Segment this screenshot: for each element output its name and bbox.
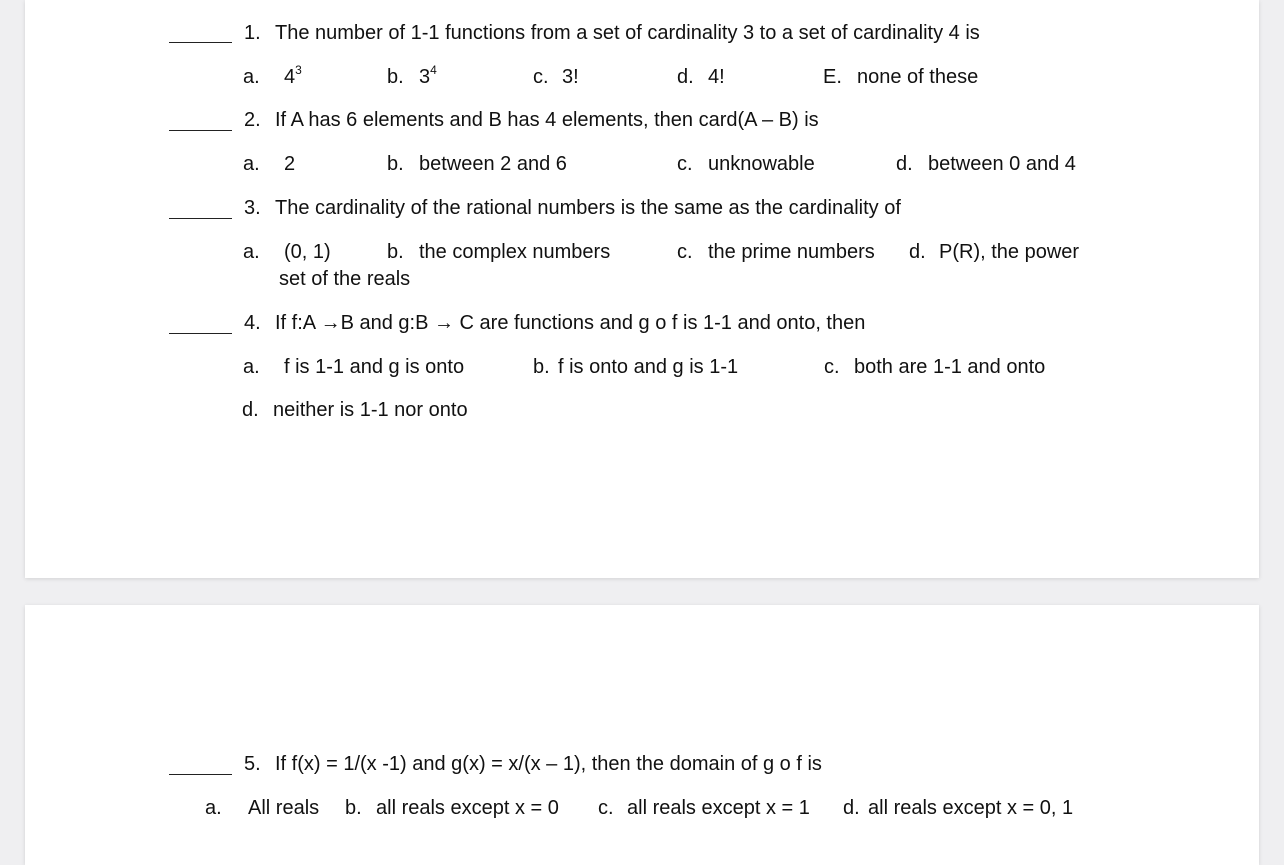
question-number-3: 3. bbox=[244, 197, 261, 219]
q2-option-c-label: c. bbox=[677, 153, 693, 175]
q1-option-c-text: 3! bbox=[562, 66, 579, 88]
q3-option-b-label: b. bbox=[387, 241, 404, 263]
q1-option-a-text: $4^3$ bbox=[284, 63, 302, 88]
q5-option-c-text: all reals except x = 1 bbox=[627, 797, 810, 819]
question-stem-2: If A has 6 elements and B has 4 elements, then card(A – B) is bbox=[275, 109, 819, 131]
question-stem-1: The number of 1-1 functions from a set of cardinality 3 to a set of cardinality 4 is bbox=[275, 22, 980, 44]
q3-option-a-text: (0, 1) bbox=[284, 241, 331, 263]
q4-option-d-text: neither is 1-1 nor onto bbox=[273, 399, 468, 421]
q2-option-a-text: 2 bbox=[284, 153, 296, 175]
question-stem-3: The cardinality of the rational numbers is the same as the cardinality of bbox=[275, 197, 901, 219]
q3-option-b-text: the complex numbers bbox=[419, 241, 611, 263]
answer-blank-q3[interactable] bbox=[169, 218, 232, 219]
question-number-5: 5. bbox=[244, 753, 261, 775]
q4-option-a-label: a. bbox=[243, 356, 260, 378]
q1-option-c-label: c. bbox=[533, 66, 549, 88]
q5-option-a-label: a. bbox=[205, 797, 222, 819]
q2-option-b-text: between 2 and 6 bbox=[419, 153, 567, 175]
question-stem-5: If f(x) = 1/(x -1) and g(x) = x/(x – 1), then the domain of g o f is bbox=[275, 753, 822, 775]
q4-option-d-label: d. bbox=[242, 399, 259, 421]
q1-option-b-text: $3^4$ bbox=[419, 63, 437, 88]
q1-option-a-label: a. bbox=[243, 66, 260, 88]
q5-option-b-label: b. bbox=[345, 797, 362, 819]
question-number-1: 1. bbox=[244, 22, 261, 44]
q2-option-d-text: between 0 and 4 bbox=[928, 153, 1076, 175]
q2-option-b-label: b. bbox=[387, 153, 404, 175]
answer-blank-q5[interactable] bbox=[169, 774, 232, 775]
q3-option-d-continuation: set of the reals bbox=[279, 268, 411, 290]
q5-option-c-label: c. bbox=[598, 797, 614, 819]
q2-option-d-label: d. bbox=[896, 153, 913, 175]
q5-option-a-text: All reals bbox=[248, 797, 320, 819]
q1-option-e-text: none of these bbox=[857, 66, 979, 88]
q2-option-a-label: a. bbox=[243, 153, 260, 175]
question-stem-4: If f:A →B and g:B → C are functions and g o f is 1-1 and onto, then bbox=[275, 312, 866, 334]
q4-option-a-text: f is 1-1 and g is onto bbox=[284, 356, 465, 378]
q1-option-d-text: 4! bbox=[708, 66, 725, 88]
q3-option-c-label: c. bbox=[677, 241, 693, 263]
answer-blank-q2[interactable] bbox=[169, 130, 232, 131]
answer-blank-q4[interactable] bbox=[169, 333, 232, 334]
q4-option-b-text: f is onto and g is 1-1 bbox=[558, 356, 739, 378]
q3-option-d-text: P(R), the power bbox=[939, 241, 1080, 263]
q1-option-b-label: b. bbox=[387, 66, 404, 88]
document-page-2 bbox=[25, 605, 1259, 865]
q3-option-a-label: a. bbox=[243, 241, 260, 263]
q1-option-d-label: d. bbox=[677, 66, 694, 88]
q5-option-d-text: all reals except x = 0, 1 bbox=[868, 797, 1074, 819]
q5-option-d-label: d. bbox=[843, 797, 860, 819]
q4-option-b-label: b. bbox=[533, 356, 550, 378]
q4-option-c-label: c. bbox=[824, 356, 840, 378]
q5-option-b-text: all reals except x = 0 bbox=[376, 797, 559, 819]
document-page-1 bbox=[25, 0, 1259, 578]
q3-option-d-label: d. bbox=[909, 241, 926, 263]
question-number-4: 4. bbox=[244, 312, 261, 334]
answer-blank-q1[interactable] bbox=[169, 42, 232, 43]
q3-option-c-text: the prime numbers bbox=[708, 241, 875, 263]
q2-option-c-text: unknowable bbox=[708, 153, 815, 175]
q4-option-c-text: both are 1-1 and onto bbox=[854, 356, 1046, 378]
q1-option-e-label: E. bbox=[823, 66, 842, 88]
question-number-2: 2. bbox=[244, 109, 261, 131]
